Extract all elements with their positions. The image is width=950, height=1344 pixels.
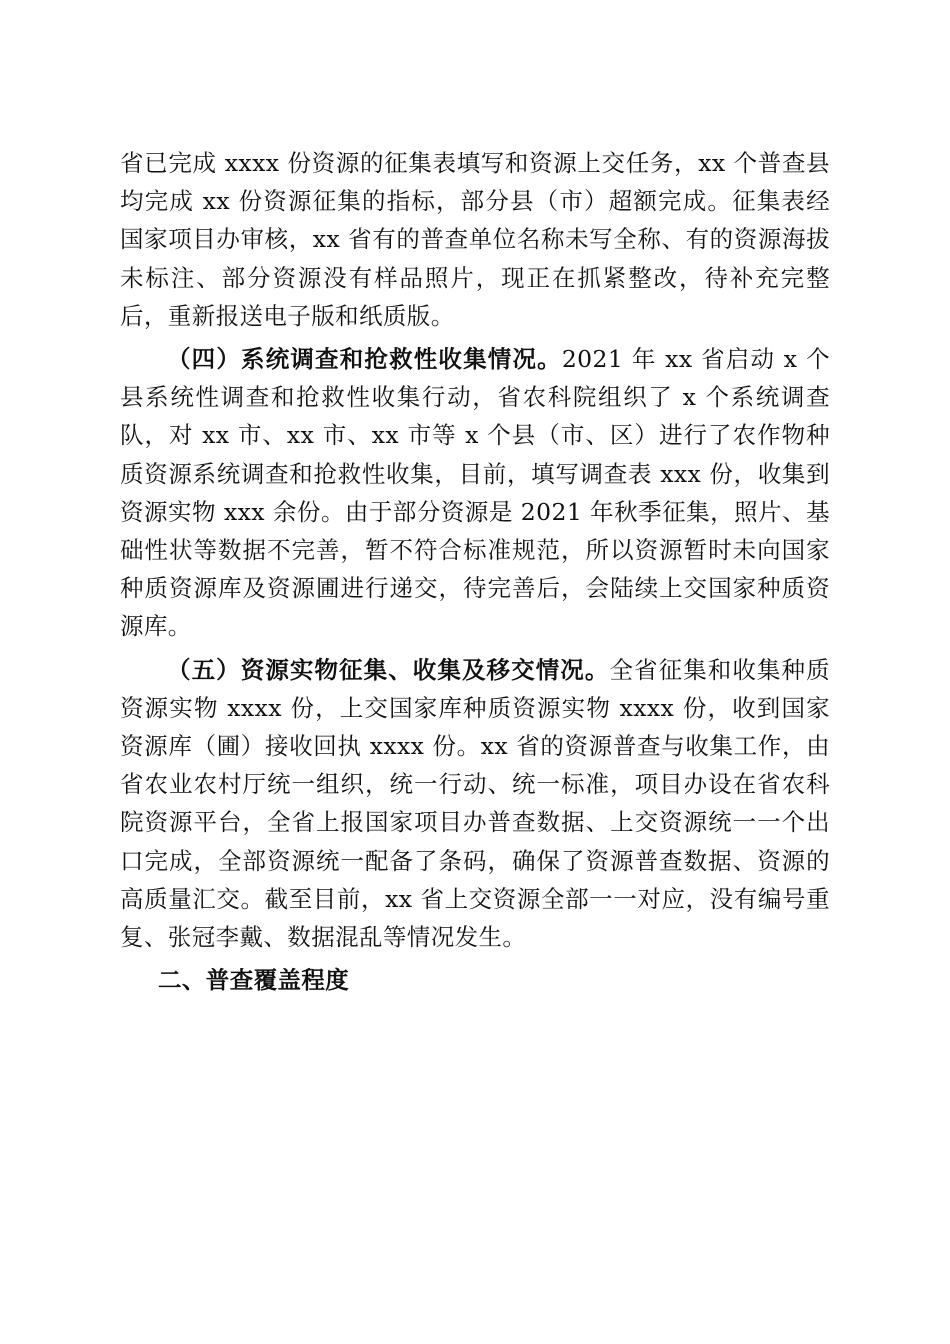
section-four-lead: （四）系统调查和抢救性收集情况。 [167, 345, 562, 374]
section-five-text: 全省征集和收集种质资源实物 xxxx 份，上交国家库种质资源实物 xxxx 份，收到国家资源库（圃）接收回执 xxxx 份。xx 省的资源普查与收集工作，由省农业农村厅统一组织，统一行动、统一标准，项目办设在省农科院资源平台，全省上报国家项目办普查数据、上交资源统一一个出口完成，全部资源统一配备了条码，确保了资源普查数据、资源的高质量汇交。截至目前，xx 省上交资源全部一一对应，没有编号重复、张冠李戴、数据混乱等情况发生。 [120, 655, 830, 952]
paragraph-section-four [120, 340, 830, 646]
paragraph-continuation [120, 144, 830, 335]
paragraph-text: 省已完成 xxxx 份资源的征集表填写和资源上交任务，xx 个普查县均完成 xx 份资源征集的指标，部分县（市）超额完成。征集表经国家项目办审核，xx 省有的普查单位名称未写全称、有的资源海拔未标注、部分资源没有样品照片，现正在抓紧整改，待补充完整后，重新报送电子版和纸质版。 [120, 149, 830, 330]
section-five-lead: （五）资源实物征集、收集及移交情况。 [167, 655, 610, 684]
section-four-text: 2021 年 xx 省启动 x 个县系统性调查和抢救性收集行动，省农科院组织了 x 个系统调查队，对 xx 市、xx 市、xx 市等 x 个县（市、区）进行了农作物种质资源系统调查和抢救性收集，目前，填写调查表 xxx 份，收集到资源实物 xxx 余份。由于部分资源是 2021 年秋季征集，照片、基础性状等数据不完善，暂不符合标准规范，所以资源暂时未向国家种质资源库及资源圃进行递交，待完善后，会陆续上交国家种质资源库。 [120, 345, 831, 641]
paragraph-section-five [120, 651, 830, 957]
section-heading-two: 二、普查覆盖程度 [158, 966, 350, 995]
document-body [120, 144, 830, 999]
